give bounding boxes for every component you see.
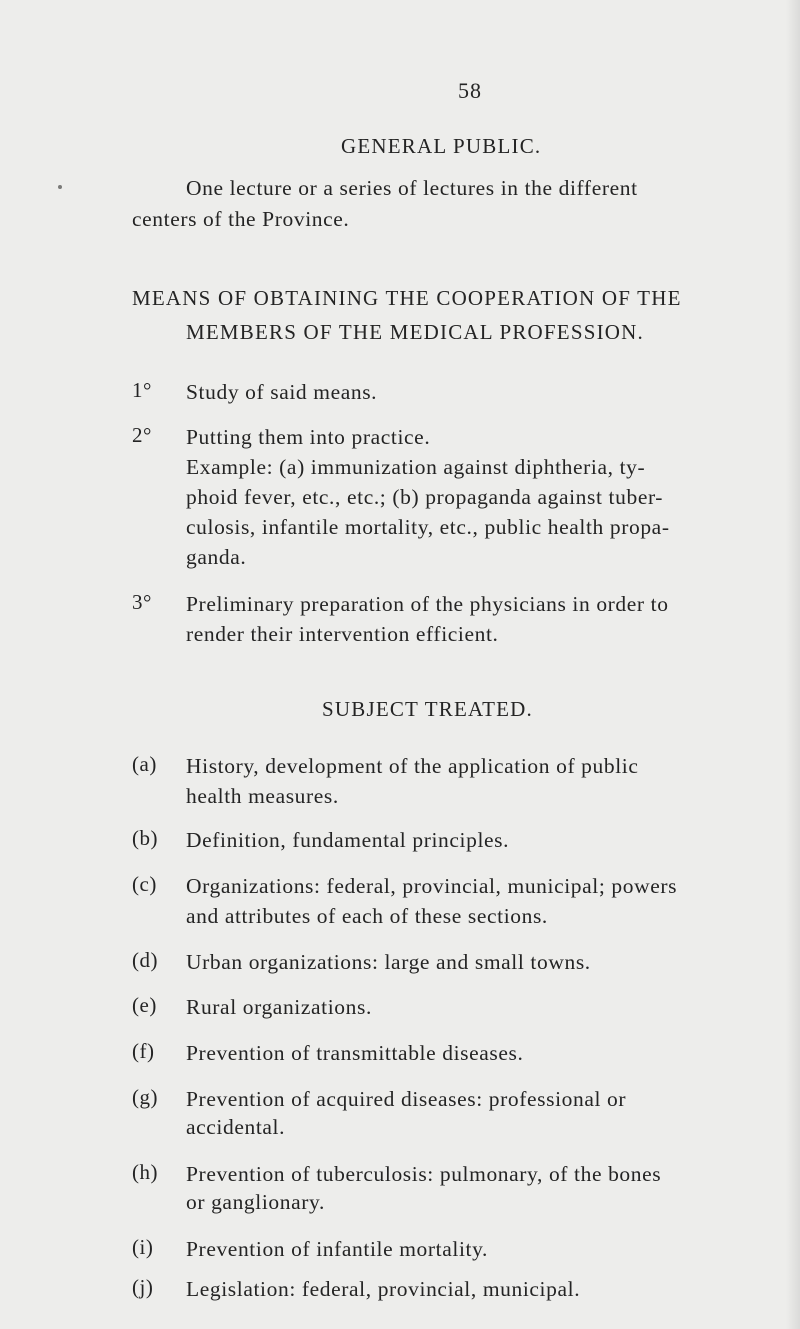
- subject-item-line: and attributes of each of these sections.: [186, 904, 548, 928]
- heading-general-public: GENERAL PUBLIC.: [341, 134, 542, 158]
- means-item-line: Study of said means.: [186, 380, 378, 404]
- means-item-line: Example: (a) immunization against diphtheria, ty-: [186, 455, 646, 479]
- subject-item-label: (i): [132, 1235, 154, 1259]
- means-item-line: phoid fever, etc., etc.; (b) propaganda against tuber-: [186, 485, 664, 509]
- means-item-label: 1°: [132, 378, 152, 402]
- subject-item-label: (c): [132, 872, 157, 896]
- page-edge-shadow: [786, 0, 800, 1329]
- subject-item-line: Prevention of acquired diseases: professional or: [186, 1087, 627, 1111]
- subject-item-line: Rural organizations.: [186, 995, 372, 1019]
- means-item-line: render their intervention efficient.: [186, 622, 499, 646]
- heading-means-line-2: MEMBERS OF THE MEDICAL PROFESSION.: [186, 320, 644, 344]
- means-item-line: Preliminary preparation of the physicians in order to: [186, 592, 669, 616]
- subject-item-label: (d): [132, 948, 158, 972]
- subject-item-line: or ganglionary.: [186, 1190, 325, 1214]
- subject-item-line: Prevention of tuberculosis: pulmonary, of the bones: [186, 1162, 662, 1186]
- subject-item-label: (j): [132, 1275, 154, 1299]
- means-item-line: Putting them into practice.: [186, 425, 431, 449]
- subject-item-label: (b): [132, 826, 158, 850]
- subject-item-line: accidental.: [186, 1115, 286, 1139]
- general-public-line-1: One lecture or a series of lectures in the different: [186, 176, 638, 200]
- subject-item-line: Definition, fundamental principles.: [186, 828, 510, 852]
- subject-item-line: Urban organizations: large and small towns.: [186, 950, 591, 974]
- subject-item-label: (a): [132, 752, 157, 776]
- means-item-line: ganda.: [186, 545, 247, 569]
- subject-item-line: Legislation: federal, provincial, municipal.: [186, 1277, 581, 1301]
- heading-means-line-1: MEANS OF OBTAINING THE COOPERATION OF THE: [132, 286, 682, 310]
- subject-item-line: Prevention of transmittable diseases.: [186, 1041, 524, 1065]
- means-item-line: culosis, infantile mortality, etc., public health propa-: [186, 515, 670, 539]
- heading-subject-treated: SUBJECT TREATED.: [322, 697, 533, 721]
- means-item-label: 3°: [132, 590, 152, 614]
- ink-speck: [58, 185, 62, 189]
- subject-item-line: health measures.: [186, 784, 339, 808]
- subject-item-line: History, development of the application of public: [186, 754, 639, 778]
- subject-item-label: (g): [132, 1085, 158, 1109]
- subject-item-label: (h): [132, 1160, 158, 1184]
- subject-item-label: (f): [132, 1039, 155, 1063]
- page-number: 58: [458, 78, 482, 103]
- general-public-line-2: centers of the Province.: [132, 207, 350, 231]
- subject-item-line: Organizations: federal, provincial, municipal; powers: [186, 874, 678, 898]
- means-item-label: 2°: [132, 423, 152, 447]
- subject-item-line: Prevention of infantile mortality.: [186, 1237, 489, 1261]
- subject-item-label: (e): [132, 993, 157, 1017]
